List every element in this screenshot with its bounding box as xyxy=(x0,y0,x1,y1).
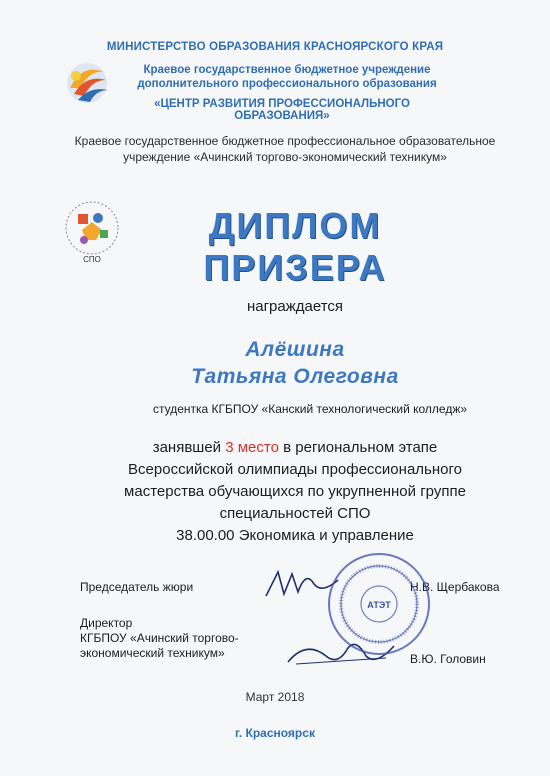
director-title: Директор xyxy=(80,616,133,630)
jury-chair-name: Н.В. Щербакова xyxy=(410,580,500,594)
award-specialty: 38.00.00 Экономика и управление xyxy=(176,527,414,544)
ministry-logo-icon xyxy=(62,58,112,108)
olympiad-emblem-label: СПО xyxy=(83,255,101,264)
award-place: 3 место xyxy=(225,439,279,456)
official-stamp-icon xyxy=(325,550,433,658)
award-text-line4: специальностей СПО xyxy=(219,505,371,522)
award-text-stage: в региональном этапе xyxy=(283,439,438,456)
awardee-given-names: Татьяна Олеговна xyxy=(191,365,399,388)
center-title: «ЦЕНТР РАЗВИТИЯ ПРОФЕССИОНАЛЬНОГО ОБРАЗОВАНИЯ» xyxy=(154,98,410,122)
diploma-title-line1: ДИПЛОМ xyxy=(208,205,382,246)
olympiad-emblem-icon xyxy=(52,196,132,266)
award-text-prefix: занявшей xyxy=(152,439,222,456)
diploma-title-line2: ПРИЗЕРА xyxy=(203,247,387,288)
jury-chair-label: Председатель жюри xyxy=(80,580,194,594)
director-org-line1: КГБПОУ «Ачинский торгово- xyxy=(80,631,239,645)
issue-date: Март 2018 xyxy=(245,690,305,704)
director-org-line2: экономический техникум» xyxy=(80,646,225,660)
issue-city: г. Красноярск xyxy=(235,726,315,740)
award-text-line2: Всероссийской олимпиады профессионального xyxy=(128,461,462,478)
award-description xyxy=(70,437,520,547)
stamp-text: АТЭТ xyxy=(367,600,391,610)
institution-title: Краевое государственное бюджетное учреждение дополнительного профессионального образования xyxy=(137,64,437,90)
award-text-line3: мастерства обучающихся по укрупненной группе xyxy=(124,483,466,500)
ministry-title: МИНИСТЕРСТВО ОБРАЗОВАНИЯ КРАСНОЯРСКОГО КРАЯ xyxy=(106,41,444,53)
director-label xyxy=(80,616,239,661)
awarded-text: награждается xyxy=(246,298,344,315)
awardee-surname: Алёшина xyxy=(245,338,345,361)
organizer-text: Краевое государственное бюджетное профессиональное образовательное учреждение «Ачинский торгово-экономический техникум» xyxy=(74,134,496,164)
director-name: В.Ю. Головин xyxy=(410,652,486,666)
student-affiliation: студентка КГБПОУ «Канский технологический колледж» xyxy=(152,402,468,416)
